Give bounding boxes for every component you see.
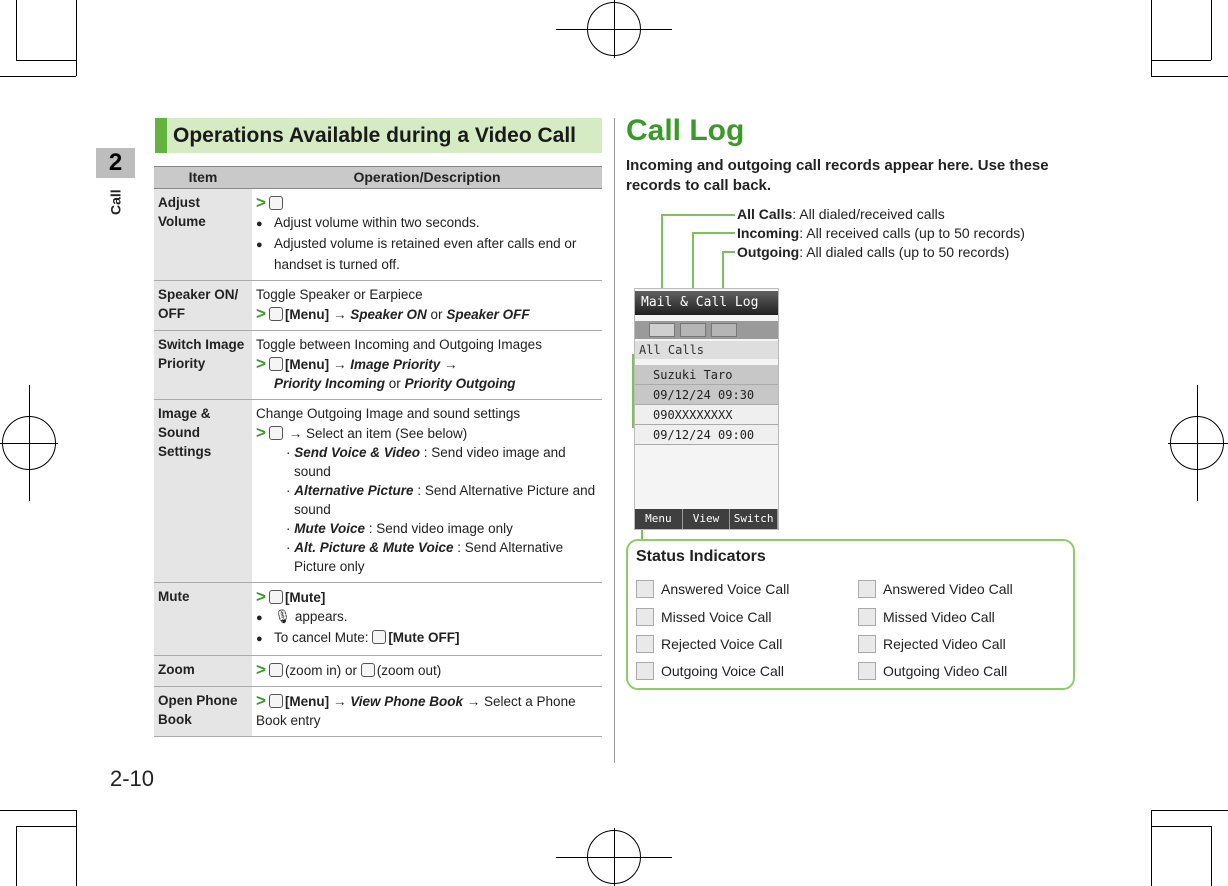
softkey-icon — [269, 590, 283, 604]
table-row — [154, 331, 602, 400]
bullet-text: appears. — [294, 609, 348, 624]
page-number: 2-10 — [110, 766, 155, 791]
option-text: Alt. Picture & Mute Voice — [294, 540, 454, 555]
center-key-icon — [269, 426, 283, 440]
menu-button[interactable]: Menu — [635, 509, 683, 529]
status-label: Outgoing Video Call — [883, 663, 1008, 679]
call-log-title: Call Log — [626, 114, 745, 147]
step-arrow-icon: > — [256, 354, 266, 373]
option-text: View Phone Book — [350, 694, 463, 709]
label-text: : All dialed/received calls — [792, 206, 945, 222]
status-label: Rejected Voice Call — [661, 636, 783, 652]
status-label: Missed Voice Call — [661, 609, 772, 625]
status-label: Answered Voice Call — [661, 581, 790, 597]
menu-key-label: [Mute] — [284, 590, 326, 605]
option-text: Priority Incoming — [274, 376, 386, 391]
chapter-number: 2 — [96, 148, 135, 178]
list-item-time: 09/12/24 09:30 — [635, 385, 778, 405]
status-title: Status Indicators — [636, 548, 766, 565]
softkey-icon — [372, 630, 386, 644]
rejected-voice-icon — [636, 635, 654, 653]
arrow-text: → — [332, 307, 347, 322]
option-text: Alternative Picture — [294, 483, 414, 498]
mail-key-icon — [269, 694, 283, 708]
row-desc — [252, 583, 602, 656]
row-desc — [252, 331, 602, 400]
label-bold: Outgoing — [737, 244, 800, 260]
step-arrow-icon: > — [256, 587, 266, 606]
incoming-label — [737, 224, 1025, 242]
bullet-text: ● Adjust volume within two seconds. — [256, 213, 600, 234]
row-item: Zoom — [154, 656, 252, 687]
status-label: Outgoing Voice Call — [661, 663, 784, 679]
table-row — [154, 400, 602, 583]
or-text: or — [388, 376, 401, 391]
option-desc: : Send video image and sound — [294, 445, 566, 479]
col-item-header: Item — [154, 167, 252, 189]
step-arrow-icon: > — [256, 691, 266, 710]
row-item: Mute — [154, 583, 252, 656]
option-desc: : Send video image only — [368, 521, 513, 536]
option-text: Image Priority — [350, 357, 441, 372]
mail-key-icon — [269, 307, 283, 321]
label-bold: All Calls — [737, 206, 793, 222]
row-intro: Change Outgoing Image and sound settings — [256, 406, 521, 421]
row-item: Image & Sound Settings — [154, 400, 252, 583]
outgoing-video-icon — [858, 662, 876, 680]
zoom-in-text: (zoom in) or — [284, 663, 357, 678]
table-row — [154, 656, 602, 687]
step-arrow-icon: > — [256, 304, 266, 323]
screen-subtitle: All Calls — [635, 341, 778, 359]
tab-incoming[interactable] — [680, 323, 706, 337]
column-divider — [614, 118, 615, 763]
menu-key-label: [Menu] — [284, 357, 330, 372]
status-label: Answered Video Call — [883, 581, 1013, 597]
menu-key-label: [Mute OFF] — [388, 630, 460, 645]
answered-video-icon — [858, 580, 876, 598]
outgoing-voice-icon — [636, 662, 654, 680]
status-label: Rejected Video Call — [883, 636, 1006, 652]
menu-key-label: [Menu] — [284, 694, 330, 709]
screen-title: Mail & Call Log — [635, 291, 778, 315]
row-item: Speaker ON/ OFF — [154, 281, 252, 331]
screen-tabs — [635, 321, 778, 339]
call-log-intro: Incoming and outgoing call records appear here. Use these records to call back. — [626, 157, 1049, 194]
step-arrow-icon: > — [256, 660, 266, 679]
table-row — [154, 189, 602, 281]
row-desc: Change Outgoing Image and sound settings > → Select an item (See below) · Send Voice & Video : Send video image and sound · Alternative Picture : Send Alternative Picture and sound · Mute Voice : Send video image only · Alt. Picture & Mute Voice : Send Alternative Picture only — [252, 400, 602, 583]
bullet-text: To cancel Mute: — [274, 630, 369, 645]
phone-screen — [634, 288, 779, 530]
row-item: Switch Image Priority — [154, 331, 252, 400]
arrow-text: → — [332, 694, 347, 709]
table-row — [154, 583, 602, 656]
tab-outgoing[interactable] — [711, 323, 737, 337]
zoom-out-text: (zoom out) — [376, 663, 442, 678]
status-indicators-box — [626, 539, 1075, 690]
switch-button[interactable]: Switch — [730, 509, 778, 529]
operations-table — [154, 166, 602, 737]
bullet-text: ● Adjusted volume is retained even after calls end or handset is turned off. — [256, 234, 600, 274]
label-bold: Incoming — [737, 225, 800, 241]
outgoing-label — [737, 243, 1009, 261]
arrow-text: → — [332, 357, 347, 372]
missed-voice-icon — [636, 608, 654, 626]
label-text: : All received calls (up to 50 records) — [799, 225, 1025, 241]
option-text: Speaker OFF — [446, 307, 530, 322]
all-calls-label — [737, 205, 945, 223]
arrow-text: → — [444, 357, 458, 372]
row-intro: Toggle between Incoming and Outgoing Images — [256, 337, 542, 352]
zoom-out-key-icon — [361, 663, 375, 677]
mail-key-icon — [269, 357, 283, 371]
missed-video-icon — [858, 608, 876, 626]
softkey-bar — [635, 509, 778, 529]
row-item: Adjust Volume — [154, 189, 252, 281]
row-desc — [252, 687, 602, 737]
section-title: Operations Available during a Video Call — [155, 118, 602, 153]
chapter-name: Call — [107, 189, 124, 215]
zoom-in-key-icon — [269, 663, 283, 677]
option-text: Priority Outgoing — [404, 376, 516, 391]
or-text: or — [430, 307, 443, 322]
tab-all-calls[interactable] — [649, 323, 675, 337]
label-text: : All dialed calls (up to 50 records) — [799, 244, 1010, 260]
col-desc-header: Operation/Description — [252, 167, 602, 189]
step-arrow-icon: > — [256, 423, 266, 442]
row-desc — [252, 281, 602, 331]
menu-key-label: [Menu] — [284, 307, 330, 322]
row-desc — [252, 189, 602, 281]
list-item[interactable]: Suzuki Taro — [635, 365, 778, 385]
rejected-video-icon — [858, 635, 876, 653]
side-key-icon — [269, 196, 283, 210]
answered-voice-icon — [636, 580, 654, 598]
option-desc: : Send Alternative Picture and sound — [294, 483, 596, 517]
option-text: Send Voice & Video — [294, 445, 421, 460]
row-desc — [252, 656, 602, 687]
status-label: Missed Video Call — [883, 609, 995, 625]
option-desc: : Send Alternative Picture only — [294, 540, 564, 574]
table-row — [154, 687, 602, 737]
table-row — [154, 281, 602, 331]
option-text: Speaker ON — [350, 307, 427, 322]
mute-icon: 🎙 — [274, 609, 292, 624]
option-text: Mute Voice — [294, 521, 366, 536]
select-text: → Select a Phone Book entry — [256, 694, 576, 728]
row-intro: Toggle Speaker or Earpiece — [256, 287, 423, 302]
step-arrow-icon: > — [256, 193, 266, 212]
row-item: Open Phone Book — [154, 687, 252, 737]
list-item[interactable]: 090XXXXXXXX — [635, 405, 778, 425]
list-item-time: 09/12/24 09:00 — [635, 425, 778, 445]
view-button[interactable]: View — [683, 509, 731, 529]
select-text: → Select an item (See below) — [288, 426, 468, 441]
